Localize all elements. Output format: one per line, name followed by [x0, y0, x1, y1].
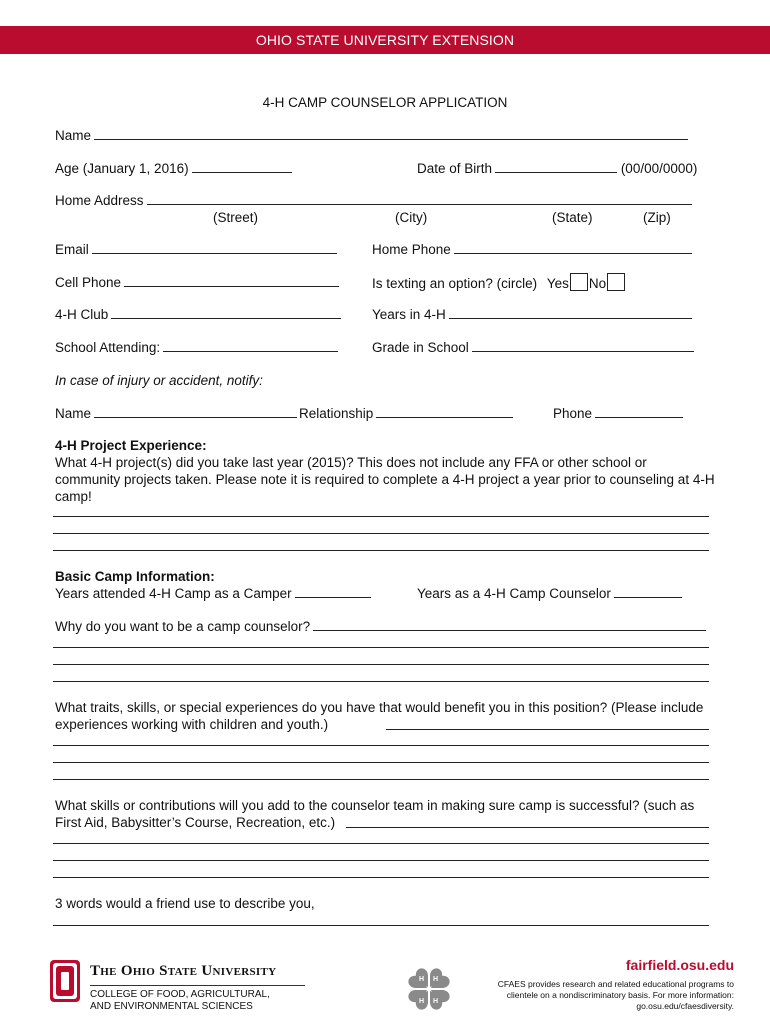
camp-heading: Basic Camp Information: [55, 569, 215, 584]
grade-field[interactable] [472, 339, 694, 352]
why-answer-line[interactable] [53, 681, 709, 682]
relationship-field[interactable] [376, 405, 513, 418]
email-label: Email [55, 242, 89, 257]
counselor-years-label: Years as a 4-H Camp Counselor [417, 586, 611, 601]
texting-label: Is texting an option? (circle) [372, 276, 538, 291]
name-field[interactable] [94, 127, 688, 140]
traits-question: What traits, skills, or special experiences do you have that would benefit you in this position? (Please include experiences working with children and youth.) [55, 700, 704, 732]
club-field[interactable] [111, 306, 341, 319]
school-label: School Attending: [55, 340, 161, 355]
four-h-clover-icon [404, 964, 454, 1014]
skills-answer-line[interactable] [346, 827, 709, 828]
svg-text:H: H [433, 976, 439, 983]
cell-phone-label: Cell Phone [55, 275, 122, 290]
years-label: Years in 4-H [372, 307, 446, 322]
address-zip-caption: (Zip) [643, 210, 671, 225]
osu-block-o-logo [50, 960, 80, 1002]
emergency-name-label: Name [55, 406, 92, 421]
home-phone-field[interactable] [454, 241, 692, 254]
dob-label: Date of Birth [417, 161, 493, 176]
project-heading: 4-H Project Experience: [55, 438, 207, 453]
club-label: 4-H Club [55, 307, 109, 322]
dob-format: (00/00/0000) [620, 161, 698, 176]
skills-answer-line[interactable] [53, 843, 709, 844]
grade-label: Grade in School [372, 340, 469, 355]
footer-divider [90, 985, 305, 986]
home-phone-label: Home Phone [372, 242, 451, 257]
camper-years-field[interactable] [295, 585, 371, 598]
emergency-heading: In case of injury or accident, notify: [55, 373, 263, 388]
emergency-phone-field[interactable] [595, 405, 683, 418]
no-checkbox[interactable] [607, 273, 625, 291]
years-field[interactable] [449, 306, 692, 319]
words-label: 3 words would a friend use to describe you, [55, 896, 315, 911]
emergency-name-field[interactable] [94, 405, 297, 418]
why-answer-line[interactable] [53, 664, 709, 665]
website-link[interactable]: fairfield.osu.edu [625, 957, 734, 973]
traits-answer-line[interactable] [53, 762, 709, 763]
project-question: What 4-H project(s) did you take last year (2015)? This does not include any FFA or other school or community projects taken. Please note it is required to complete a 4-H project a year prior to counseling at 4-H camp! [55, 455, 715, 504]
svg-text:H: H [419, 998, 425, 1005]
skills-answer-line[interactable] [53, 877, 709, 878]
college-name [90, 989, 270, 1013]
yes-label: Yes [546, 276, 569, 291]
address-label: Home Address [55, 193, 144, 208]
address-street-caption: (Street) [213, 210, 259, 225]
cell-phone-field[interactable] [124, 274, 339, 287]
college-line-2: AND ENVIRONMENTAL SCIENCES [90, 1001, 253, 1012]
camper-years-label: Years attended 4-H Camp as a Camper [55, 586, 292, 601]
skills-answer-line[interactable] [53, 860, 709, 861]
nondiscrimination-statement: CFAES provides research and related educational programs to clientele on a nondiscriminatory basis. For more information: go.osu.edu/cfaesdiversity. [497, 979, 734, 1011]
dob-field[interactable] [495, 160, 617, 173]
traits-answer-line[interactable] [53, 745, 709, 746]
address-field[interactable] [147, 192, 692, 205]
age-label: Age (January 1, 2016) [55, 161, 189, 176]
university-name: The Ohio State University [90, 963, 277, 979]
emergency-phone-label: Phone [553, 406, 593, 421]
email-field[interactable] [92, 241, 337, 254]
header-banner: OHIO STATE UNIVERSITY EXTENSION [0, 26, 770, 54]
form-title: 4-H CAMP COUNSELOR APPLICATION [262, 95, 508, 110]
traits-answer-line[interactable] [386, 729, 709, 730]
address-city-caption: (City) [395, 210, 428, 225]
no-label: No [588, 276, 607, 291]
counselor-years-field[interactable] [614, 585, 682, 598]
svg-text:H: H [433, 998, 439, 1005]
words-answer-line[interactable] [53, 925, 709, 926]
address-state-caption: (State) [552, 210, 593, 225]
svg-text:H: H [419, 976, 425, 983]
relationship-label: Relationship [299, 406, 374, 421]
why-field[interactable] [313, 618, 706, 631]
school-field[interactable] [163, 339, 338, 352]
traits-answer-line[interactable] [53, 779, 709, 780]
age-field[interactable] [192, 160, 292, 173]
why-answer-line[interactable] [53, 647, 709, 648]
name-label: Name [55, 128, 92, 143]
yes-checkbox[interactable] [570, 273, 588, 291]
skills-question: What skills or contributions will you add to the counselor team in making sure camp is successful? (such as First Aid, Babysitter’s Course, Recreation, etc.) [55, 798, 695, 830]
college-line-1: COLLEGE OF FOOD, AGRICULTURAL, [90, 989, 270, 1000]
project-answer-line[interactable] [53, 533, 709, 534]
project-answer-line[interactable] [53, 516, 709, 517]
why-label: Why do you want to be a camp counselor? [55, 619, 311, 634]
project-answer-line[interactable] [53, 550, 709, 551]
